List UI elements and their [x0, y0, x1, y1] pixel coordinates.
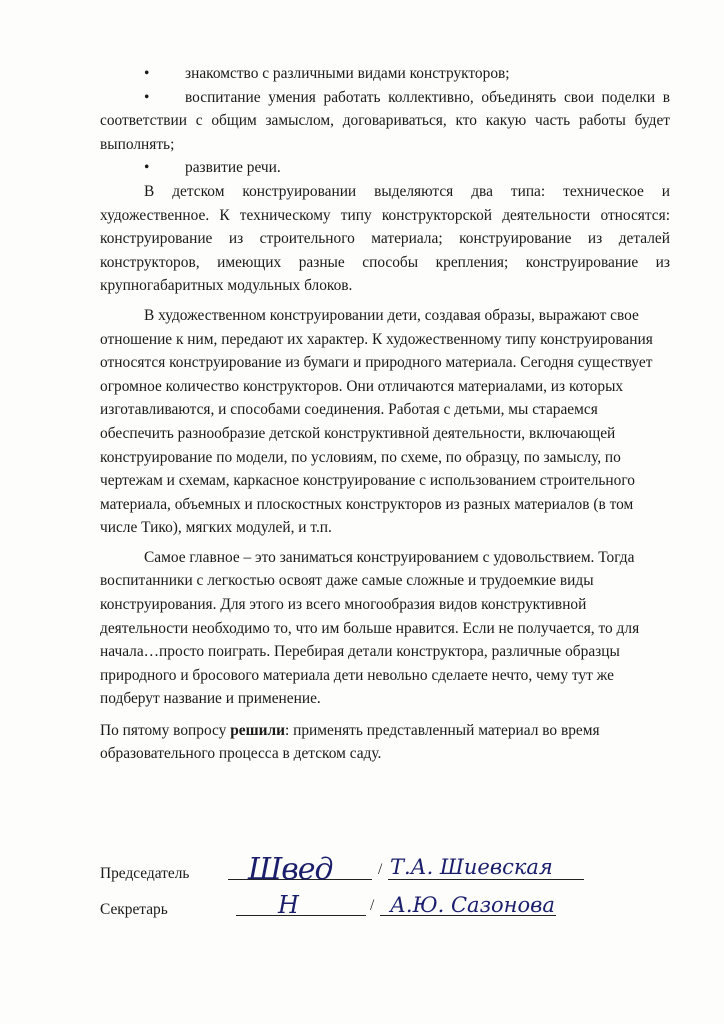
- body-text: [100, 62, 670, 711]
- paragraph-construction-types: В детском конструировании выделяются два типа: техническое и художественное. К техническому типу конструкторской деятельности относятся: конструирование из строительного материала; конструирование из деталей конструкторов, имеющих разные способы крепления; конструирование из крупногабаритных модульных блоков.: [100, 182, 670, 295]
- signature-line: [236, 915, 366, 916]
- signature-label: Председатель: [100, 865, 190, 883]
- decision-body: : применять представленный материал во время образовательного процесса в детском саду.: [100, 722, 600, 762]
- signature-separator: /: [370, 897, 375, 915]
- bullet-icon: •: [144, 159, 150, 177]
- decision-keyword: решили: [230, 722, 285, 739]
- bullet-item: [100, 156, 670, 180]
- signature-mark: Н: [278, 891, 299, 920]
- bullet-icon: •: [144, 88, 150, 106]
- bullet-icon: •: [144, 65, 150, 82]
- decision-prefix: По пятому вопросу: [100, 722, 231, 739]
- bullet-text: воспитание умения работать коллективно, объединять свои поделки в соответствии с общим замыслом, договариваться, кто какую часть работы будет выполнять;: [100, 88, 670, 153]
- bullet-item: [100, 86, 670, 157]
- signatory-name: Т.А. Шиевская: [390, 855, 553, 880]
- signature-mark: Швед: [248, 852, 333, 888]
- signature-row-secretary: [100, 888, 620, 928]
- signature-row-chairman: [100, 852, 620, 892]
- signature-separator: /: [378, 861, 383, 879]
- bullet-text: развитие речи.: [185, 159, 281, 177]
- signatory-name: А.Ю. Сазонова: [390, 893, 555, 918]
- bullet-text: знакомство с различными видами конструкторов;: [185, 65, 510, 82]
- bullet-item: [100, 62, 670, 86]
- signature-label: Секретарь: [100, 901, 168, 919]
- paragraph-main-idea: Самое главное – это заниматься конструированием с удовольствием. Тогда воспитанники с легкостью освоят даже самые сложные и трудоемкие виды конструирования. Для этого из всего многообразия видов конструктивной деятельности необходимо то, что им больше нравится. Если не получается, то для начала…просто поиграть. Перебирая детали конструктора, различные образцы природного и бросового материала дети невольно сделаете нечто, чему тут же подберут название и применение.: [100, 548, 640, 708]
- paragraph-artistic-construction: В художественном конструировании дети, создавая образы, выражают свое отношение к ним, передают их характер. К художественному типу конструирования относятся конструирование из бумаги и природного материала. Сегодня существует огромное количество конструкторов. Они отличаются материалами, из которых изготавливаются, и способами соединения. Работая с детьми, мы стараемся обеспечить разнообразие детской конструктивной деятельности, включающей конструирование по модели, по условиям, по схеме, по образцу, по замыслу, по чертежам и схемам, каркасное конструирование с использованием строительного материала, объемных и плоскостных конструкторов из разных материалов (в том числе Тико), мягких модулей, и т.п.: [100, 306, 653, 537]
- decision-text: [100, 720, 670, 765]
